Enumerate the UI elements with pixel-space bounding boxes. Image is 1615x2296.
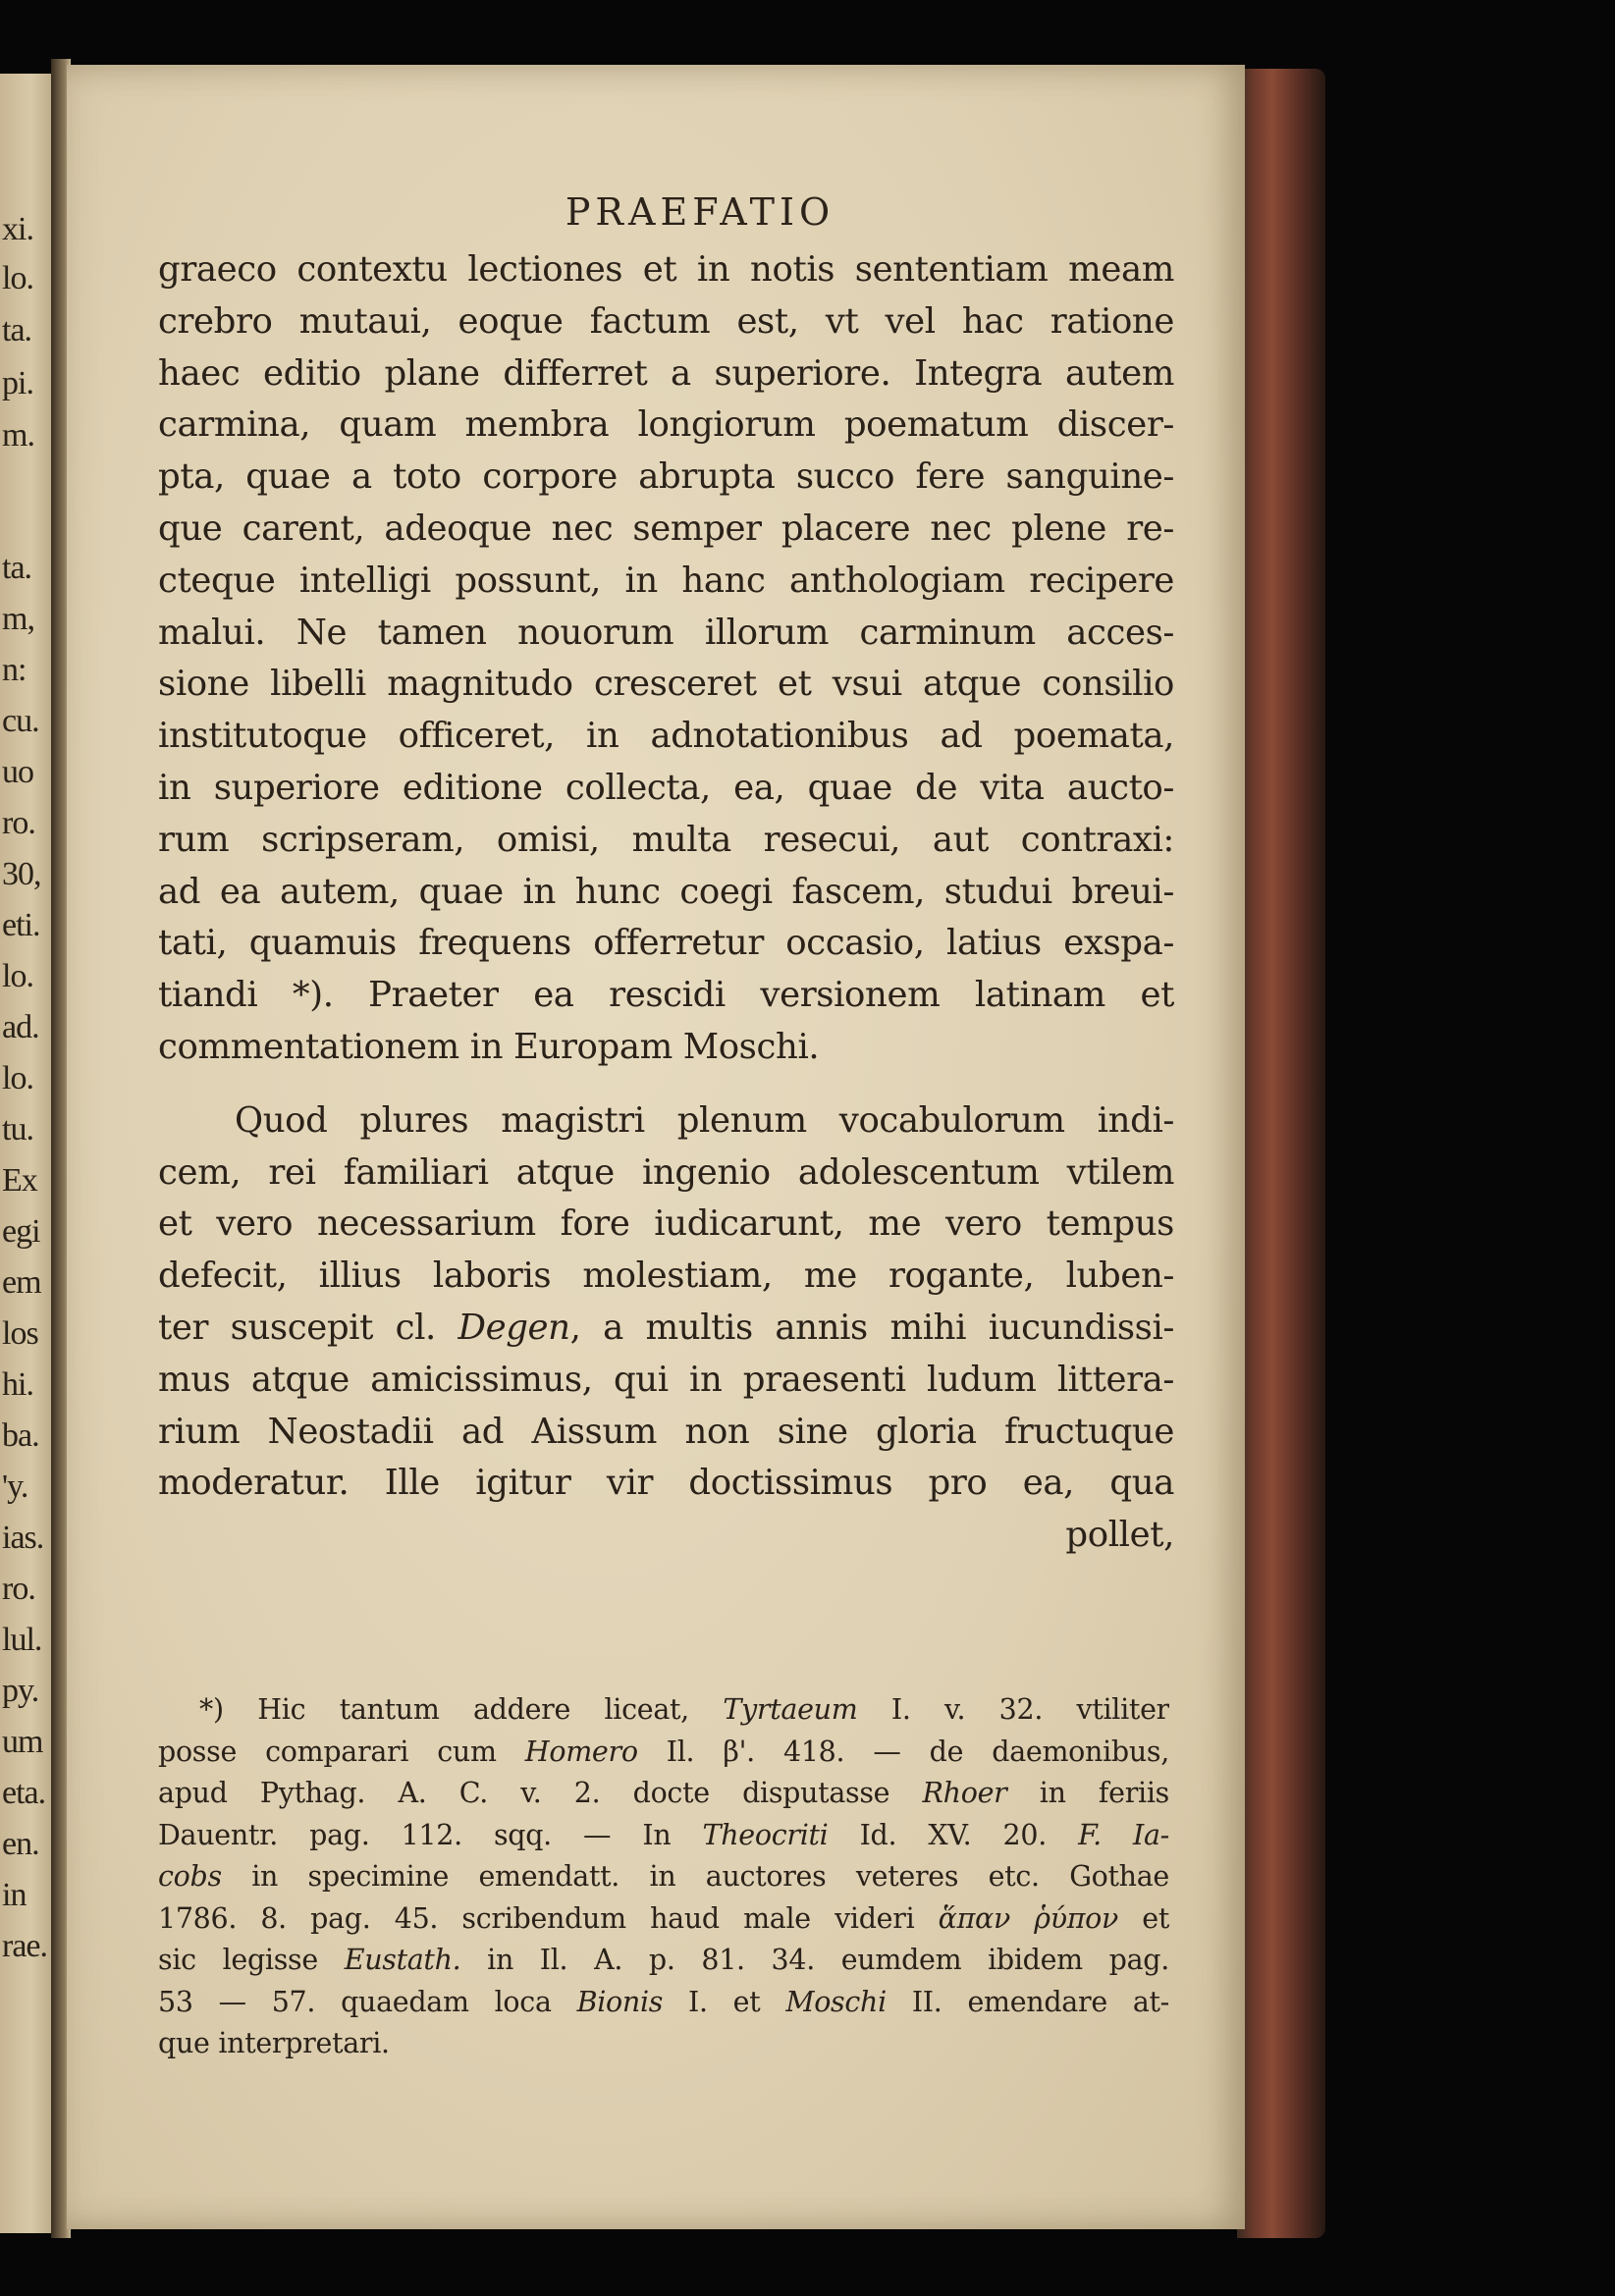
fn-italic: cobs [158, 1860, 222, 1893]
fn-text: I. v. 32. vtiliter [857, 1693, 1169, 1726]
text-line: tati, quamuis frequens offerretur occasio, latius exspa- [158, 923, 1174, 964]
footnote-line [158, 1982, 1169, 2024]
text-line: pta, quae a toto corpore abrupta succo fere sanguine- [158, 456, 1174, 498]
left-page-fragment: 'y. [2, 1468, 28, 1505]
fn-text: in feriis [1006, 1777, 1169, 1809]
left-page-fragment: py. [2, 1673, 39, 1709]
left-page-fragment: hi. [2, 1366, 33, 1403]
left-page-fragment: um [2, 1724, 43, 1760]
running-header: PRAEFATIO [565, 190, 835, 234]
catchword: pollet, [1065, 1515, 1174, 1556]
name-degen: Degen [458, 1307, 570, 1348]
fn-italic: Eustath. [344, 1944, 461, 1976]
footnote [158, 1689, 1169, 2065]
left-page-fragment: n: [2, 652, 27, 688]
left-page-fragment: ta. [2, 550, 32, 586]
fn-text: 1786. 8. pag. 45. scribendum haud male videri [158, 1901, 939, 1935]
fn-greek: ἅπαν ῥύπον [938, 1901, 1119, 1935]
footnote-line [158, 1815, 1169, 1857]
left-page-fragment: ias. [2, 1520, 44, 1556]
text-line: carmina, quam membra longiorum poematum discer- [158, 404, 1174, 446]
fn-italic: Bionis [576, 1985, 664, 2018]
fn-text: 53 — 57. quaedam loca [158, 1985, 577, 2018]
left-page-fragment: rae. [2, 1928, 48, 1964]
book-page [67, 65, 1245, 2229]
left-page-fragment: eta. [2, 1775, 46, 1811]
text-line: et vero necessarium fore iudicarunt, me vero tempus [158, 1203, 1174, 1245]
text-line: cem, rei familiari atque ingenio adolescentum vtilem [158, 1151, 1174, 1193]
left-page-fragment: lul. [2, 1622, 42, 1658]
fn-text: Hic tantum addere liceat, [257, 1693, 724, 1726]
left-page-fragment: Ex [2, 1162, 37, 1199]
fn-italic: F. Ia- [1078, 1818, 1169, 1851]
fn-text: I. et [663, 1985, 786, 2018]
left-page-fragment: ba. [2, 1417, 39, 1454]
fn-italic: Tyrtaeum [723, 1693, 858, 1726]
text-line: in superiore editione collecta, ea, quae de vita aucto- [158, 767, 1174, 808]
text-line: cteque intelligi possunt, in hanc anthologiam recipere [158, 560, 1174, 601]
text-line: rum scripseram, omisi, multa resecui, aut contraxi: [158, 819, 1174, 860]
left-page-fragment: egi [2, 1213, 40, 1250]
footnote-line: que interpretari. [158, 2027, 390, 2059]
left-page-fragment: lo. [2, 1060, 33, 1096]
left-page-fragment: xi. [2, 211, 33, 247]
fn-text: II. emendare at- [886, 1985, 1169, 2018]
fn-italic: Theocriti [702, 1818, 829, 1851]
left-page-fragment: in [2, 1877, 27, 1913]
text-line: haec editio plane differret a superiore. Integra autem [158, 352, 1174, 394]
left-page-fragment: ta. [2, 312, 32, 348]
footnote-line [158, 1856, 1169, 1898]
text-line: defecit, illius laboris molestiam, me rogante, luben- [158, 1255, 1174, 1297]
fn-text: et [1118, 1901, 1169, 1935]
text-line [158, 1303, 1174, 1355]
text-line: moderatur. Ille igitur vir doctissimus pro ea, qua [158, 1463, 1174, 1504]
previous-page-edge [0, 74, 51, 2233]
fn-text: Il. β'. 418. — de daemonibus, [637, 1735, 1169, 1768]
fn-text: apud Pythag. A. C. v. 2. docte disputasse [158, 1777, 923, 1809]
left-page-fragment: cu. [2, 703, 39, 739]
footnote-marker: *) [199, 1693, 224, 1726]
left-page-fragment: pi. [2, 365, 33, 401]
fn-text: posse comparari cum [158, 1735, 525, 1768]
fn-text: Dauentr. pag. 112. sqq. — In [158, 1818, 703, 1851]
paragraph-2 [158, 1095, 1174, 1562]
text-line: institutoque officeret, in adnotationibus ad poemata, [158, 716, 1174, 757]
left-page-fragment: los [2, 1315, 38, 1352]
fn-text: in Il. A. p. 81. 34. eumdem ibidem pag. [460, 1944, 1169, 1976]
left-page-fragment: eti. [2, 907, 40, 943]
main-text [158, 244, 1174, 1562]
left-page-fragment: lo. [2, 958, 33, 994]
book-cover [1237, 69, 1325, 2238]
text-line: Quod plures magistri plenum vocabulorum indi- [235, 1099, 1174, 1141]
left-page-fragment: m, [2, 601, 34, 637]
text-line: graeco contextu lectiones et in notis sententiam meam [158, 249, 1174, 290]
left-page-fragment: m. [2, 417, 34, 454]
left-page-fragment: uo [2, 754, 33, 790]
paragraph-1 [158, 244, 1174, 1074]
text-line: sione libelli magnitudo cresceret et vsui atque consilio [158, 664, 1174, 705]
fn-text: in specimine emendatt. in auctores veteres etc. Gothae [221, 1860, 1169, 1893]
line-end: , a multis annis mihi iucundissi- [569, 1307, 1174, 1348]
left-page-fragment: lo. [2, 260, 33, 296]
footnote-line [158, 1940, 1169, 1982]
text-line: tiandi *). Praeter ea rescidi versionem latinam et [158, 975, 1174, 1016]
text-line: que carent, adeoque nec semper placere nec plene re- [158, 507, 1174, 549]
left-page-fragment: tu. [2, 1111, 33, 1148]
text-line: malui. Ne tamen nouorum illorum carminum acces- [158, 612, 1174, 653]
footnote-line [158, 1773, 1169, 1815]
text-line: commentationem in Europam Moschi. [158, 1026, 820, 1067]
left-page-fragment: ro. [2, 1571, 35, 1607]
fn-italic: Homero [524, 1735, 638, 1768]
footnote-line [158, 1898, 1169, 1941]
fn-text: Id. XV. 20. [828, 1818, 1079, 1851]
fn-italic: Rhoer [922, 1777, 1007, 1809]
fn-text: sic legisse [158, 1944, 345, 1976]
line-start: ter suscepit cl. [158, 1307, 458, 1348]
footnote-line [158, 1732, 1169, 1774]
left-page-fragment: ro. [2, 805, 35, 841]
text-line: crebro mutaui, eoque factum est, vt vel hac ratione [158, 300, 1174, 342]
left-page-fragment: en. [2, 1826, 39, 1862]
fn-italic: Moschi [785, 1985, 887, 2018]
left-page-fragment: 30, [2, 856, 41, 892]
left-page-fragment: em [2, 1264, 41, 1301]
text-line: ad ea autem, quae in hunc coegi fascem, studui breui- [158, 871, 1174, 912]
text-line: rium Neostadii ad Aissum non sine gloria fructuque [158, 1411, 1174, 1452]
footnote-line [158, 1689, 1169, 1732]
left-page-fragment: ad. [2, 1009, 39, 1045]
text-line: mus atque amicissimus, qui in praesenti ludum littera- [158, 1359, 1174, 1400]
